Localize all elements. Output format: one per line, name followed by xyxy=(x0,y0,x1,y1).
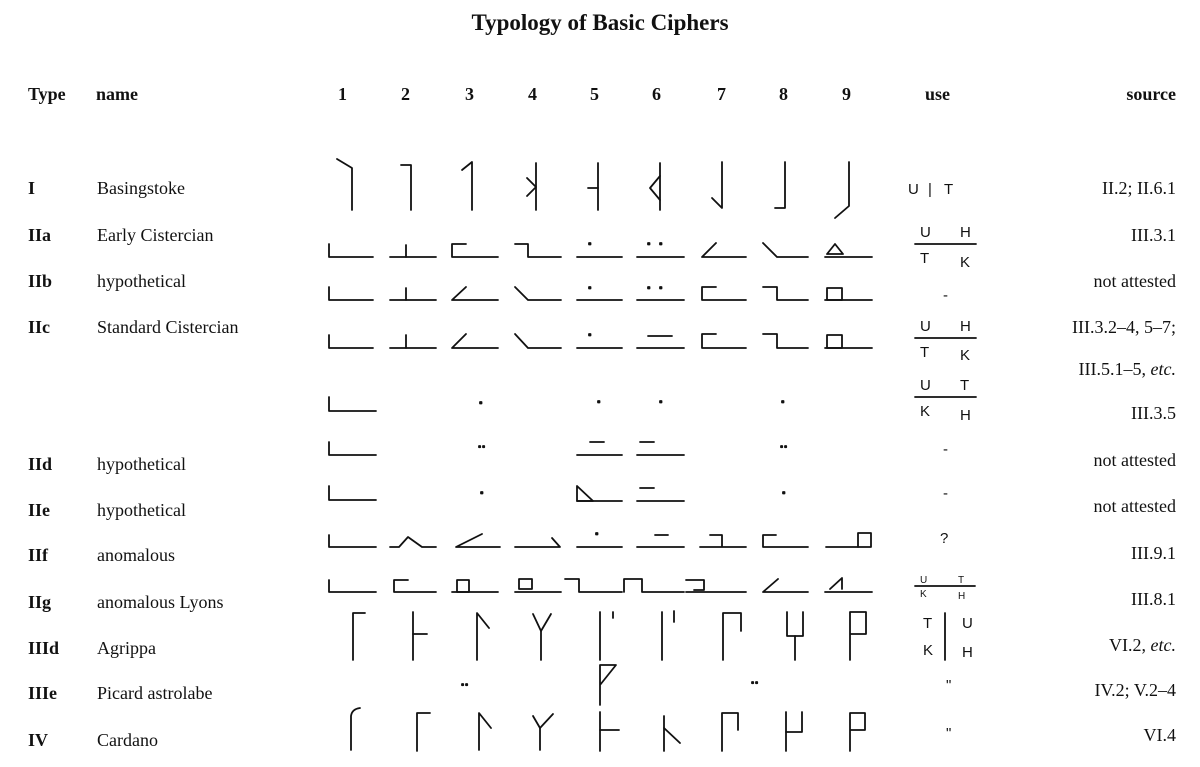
glyph-early-cistercian-5 xyxy=(577,243,622,257)
glyph-row-standard-cistercian xyxy=(329,318,976,364)
glyph-agrippa-6 xyxy=(662,611,674,660)
glyph-row-picard-astrolabe xyxy=(462,665,951,705)
glyph-standard-cistercian-1 xyxy=(329,335,373,348)
use-letter-u: U xyxy=(920,377,931,394)
use-iib-dash: - xyxy=(943,287,948,304)
glyph-cardano-5 xyxy=(600,712,619,751)
use-letter-t: T xyxy=(960,377,970,394)
glyph-row-iid xyxy=(329,441,948,458)
glyph-picard-8 xyxy=(752,682,757,683)
use-early-cistercian xyxy=(915,224,976,271)
glyph-row-iib xyxy=(329,287,948,304)
row-source: not attested xyxy=(1093,496,1176,516)
glyph-cardano-9 xyxy=(850,713,865,751)
glyph-row-iii-3-5 xyxy=(329,377,976,424)
row-type: IId xyxy=(28,454,53,474)
glyph-basingstoke-3 xyxy=(462,162,472,210)
glyph-iib-5 xyxy=(577,287,622,300)
glyph-basingstoke-6 xyxy=(650,163,660,210)
row-source: IV.2; V.2–4 xyxy=(1094,680,1176,700)
header-digit-8: 8 xyxy=(779,84,788,104)
glyph-basingstoke-1 xyxy=(337,159,352,210)
use-picard-ditto: " xyxy=(946,677,952,694)
use-cardano-ditto: " xyxy=(946,725,952,742)
glyph-standard-cistercian-5 xyxy=(577,334,622,348)
use-letter-h: H xyxy=(960,318,971,335)
glyph-standard-cistercian-9 xyxy=(825,335,872,348)
row-source: III.3.2–4, 5–7; xyxy=(1072,317,1176,337)
use-letter-t: T xyxy=(923,615,933,632)
header-type: Type xyxy=(28,84,66,104)
glyph-lyons-2 xyxy=(394,580,436,592)
glyph-lyons-1 xyxy=(329,580,376,592)
glyph-cardano-4 xyxy=(533,714,553,750)
page-title: Typology of Basic Ciphers xyxy=(471,10,729,35)
glyph-basingstoke-7 xyxy=(712,162,722,208)
glyph-early-cistercian-3 xyxy=(452,244,498,257)
use-letter-u: U xyxy=(920,318,931,335)
glyph-basingstoke-5 xyxy=(588,163,598,210)
glyph-basingstoke-8 xyxy=(775,162,785,208)
use-letter-t: T xyxy=(920,250,930,267)
use-basingstoke xyxy=(908,181,953,198)
glyph-agrippa-1 xyxy=(353,613,365,660)
glyph-basingstoke-9 xyxy=(835,162,849,218)
glyph-anomalous-2 xyxy=(390,537,436,547)
glyph-early-cistercian-6 xyxy=(637,243,684,257)
glyph-iib-8 xyxy=(763,287,808,300)
row-source: III.9.1 xyxy=(1131,543,1176,563)
row-name: Standard Cistercian xyxy=(97,317,239,337)
glyph-iib-2 xyxy=(390,288,436,300)
glyph-standard-cistercian-7 xyxy=(702,334,746,348)
glyph-standard-cistercian-3 xyxy=(452,334,498,348)
glyph-picard-3 xyxy=(462,684,467,685)
glyph-iii-3-5-3 xyxy=(480,402,482,404)
glyph-early-cistercian-8 xyxy=(763,243,808,257)
glyph-cardano-8 xyxy=(786,712,802,751)
glyph-iie-3 xyxy=(481,492,483,494)
use-letter-h: H xyxy=(962,644,973,661)
row-source: III.8.1 xyxy=(1131,589,1176,609)
use-iid-dash: - xyxy=(943,441,948,458)
glyph-lyons-5 xyxy=(565,579,622,592)
glyph-iii-3-5-1 xyxy=(329,397,376,411)
glyph-iib-7 xyxy=(702,287,746,300)
glyph-early-cistercian-9 xyxy=(825,244,872,257)
row-source: not attested xyxy=(1093,450,1176,470)
glyph-anomalous-8 xyxy=(763,535,808,547)
glyph-row-anomalous-lyons xyxy=(329,575,975,602)
glyph-anomalous-6 xyxy=(637,535,684,547)
glyph-basingstoke-4 xyxy=(527,163,536,210)
glyph-agrippa-3 xyxy=(477,613,489,660)
glyph-cardano-3 xyxy=(479,713,491,750)
header-source: source xyxy=(1126,84,1176,104)
glyph-anomalous-4 xyxy=(515,538,560,547)
glyph-iid-6 xyxy=(637,442,684,455)
glyph-iie-1 xyxy=(329,486,376,500)
use-standard-cistercian xyxy=(915,318,976,364)
row-type: IV xyxy=(28,730,49,750)
glyph-early-cistercian-2 xyxy=(390,245,436,257)
use-lyons xyxy=(915,575,975,602)
row-type: IIb xyxy=(28,271,53,291)
glyph-agrippa-4 xyxy=(533,614,551,660)
glyph-cardano-6 xyxy=(664,716,680,751)
use-letter-h: H xyxy=(958,591,966,602)
row-source: III.3.5 xyxy=(1131,403,1176,423)
header-digit-9: 9 xyxy=(842,84,851,104)
glyph-iie-5 xyxy=(577,486,622,501)
row-source: VI.4 xyxy=(1143,725,1176,745)
glyph-iii-3-5-5 xyxy=(598,401,600,403)
glyph-standard-cistercian-6 xyxy=(637,336,684,348)
use-letter-h: H xyxy=(960,407,971,424)
header-name: name xyxy=(96,84,138,104)
header-use: use xyxy=(925,84,951,104)
row-name: anomalous xyxy=(97,545,175,565)
use-separator: | xyxy=(928,181,932,198)
glyph-picard-5 xyxy=(600,665,616,705)
header-digit-5: 5 xyxy=(590,84,599,104)
glyph-anomalous-3 xyxy=(456,534,500,547)
row-type: IIa xyxy=(28,225,52,245)
glyph-anomalous-5 xyxy=(577,533,622,547)
row-name: Picard astrolabe xyxy=(97,683,213,703)
glyph-standard-cistercian-8 xyxy=(763,334,808,348)
glyph-row-early-cistercian xyxy=(329,224,976,271)
glyph-iid-5 xyxy=(577,442,622,455)
use-letter-h: H xyxy=(960,224,971,241)
use-letter-u: U xyxy=(962,615,973,632)
row-name: Basingstoke xyxy=(97,178,185,198)
glyph-lyons-8 xyxy=(763,579,808,592)
header-digit-6: 6 xyxy=(652,84,661,104)
glyph-row-basingstoke xyxy=(337,159,953,218)
glyph-iie-6 xyxy=(637,488,684,501)
row-source: III.5.1–5, etc. xyxy=(1078,359,1176,379)
glyph-standard-cistercian-4 xyxy=(515,334,561,348)
use-letter-k: K xyxy=(960,254,971,271)
row-type: IIe xyxy=(28,500,50,520)
use-letter-k: K xyxy=(920,403,931,420)
row-type: IIg xyxy=(28,592,52,612)
glyph-cardano-7 xyxy=(722,713,738,751)
glyph-row-iie xyxy=(329,485,948,502)
glyph-anomalous-7 xyxy=(700,535,746,547)
row-name: hypothetical xyxy=(97,454,186,474)
header-digit-1: 1 xyxy=(338,84,347,104)
row-name: hypothetical xyxy=(97,271,186,291)
row-name: Early Cistercian xyxy=(97,225,214,245)
glyph-agrippa-8 xyxy=(787,612,803,660)
use-letter-u: U xyxy=(920,224,931,241)
glyph-iib-4 xyxy=(515,287,561,300)
glyph-iie-8 xyxy=(783,492,785,494)
glyph-row-cardano xyxy=(351,708,951,751)
glyph-anomalous-1 xyxy=(329,535,376,547)
header-digit-3: 3 xyxy=(465,84,474,104)
row-type: IIId xyxy=(28,638,60,658)
use-letter-t: T xyxy=(920,344,930,361)
use-letter-u: U xyxy=(908,181,919,198)
row-type: IIc xyxy=(28,317,50,337)
glyph-row-anomalous xyxy=(329,530,948,547)
glyph-agrippa-7 xyxy=(723,613,741,660)
row-name: anomalous Lyons xyxy=(97,592,224,612)
use-iie-dash: - xyxy=(943,485,948,502)
glyph-iib-6 xyxy=(637,287,684,300)
use-letter-k: K xyxy=(960,347,971,364)
row-name: Cardano xyxy=(97,730,158,750)
row-name: hypothetical xyxy=(97,500,186,520)
glyph-anomalous-9 xyxy=(826,533,871,547)
glyph-lyons-4 xyxy=(515,579,561,592)
use-letter-t: T xyxy=(958,575,965,586)
glyph-row-agrippa xyxy=(353,611,973,661)
glyph-lyons-6 xyxy=(624,579,684,592)
glyph-iid-1 xyxy=(329,442,376,455)
use-agrippa xyxy=(923,613,973,661)
glyph-agrippa-5 xyxy=(600,612,613,660)
glyph-agrippa-9 xyxy=(850,612,866,660)
row-source: VI.2, etc. xyxy=(1109,635,1176,655)
glyph-iid-3 xyxy=(479,446,484,447)
use-letter-k: K xyxy=(920,589,927,600)
glyph-iib-3 xyxy=(452,287,498,300)
header-digit-4: 4 xyxy=(528,84,537,104)
row-source: II.2; II.6.1 xyxy=(1102,178,1176,198)
glyph-lyons-7 xyxy=(686,580,746,592)
glyph-lyons-9 xyxy=(825,578,872,592)
use-letter-t: T xyxy=(944,181,954,198)
glyph-basingstoke-2 xyxy=(401,165,411,210)
glyph-early-cistercian-4 xyxy=(515,244,561,257)
row-name: Agrippa xyxy=(97,638,156,658)
glyph-iib-9 xyxy=(825,288,872,300)
glyph-iib-1 xyxy=(329,287,373,300)
glyph-iii-3-5-8 xyxy=(782,401,784,403)
use-anomalous-question: ? xyxy=(940,530,949,547)
use-iii-3-5 xyxy=(915,377,976,424)
glyph-iii-3-5-6 xyxy=(660,401,662,403)
use-letter-u: U xyxy=(920,575,928,586)
row-type: IIf xyxy=(28,545,49,565)
glyph-early-cistercian-7 xyxy=(702,243,746,257)
row-type: I xyxy=(28,178,36,198)
row-source: III.3.1 xyxy=(1131,225,1176,245)
glyph-agrippa-2 xyxy=(413,612,427,660)
glyph-early-cistercian-1 xyxy=(329,244,373,257)
row-source: not attested xyxy=(1093,271,1176,291)
row-type: IIIe xyxy=(28,683,58,703)
glyph-standard-cistercian-2 xyxy=(390,335,436,348)
glyph-cardano-1 xyxy=(351,708,360,750)
glyph-cardano-2 xyxy=(417,713,430,751)
header-digit-7: 7 xyxy=(717,84,726,104)
glyph-lyons-3 xyxy=(452,580,498,592)
header-digit-2: 2 xyxy=(401,84,410,104)
use-letter-k: K xyxy=(923,642,934,659)
glyph-iid-8 xyxy=(781,446,786,447)
